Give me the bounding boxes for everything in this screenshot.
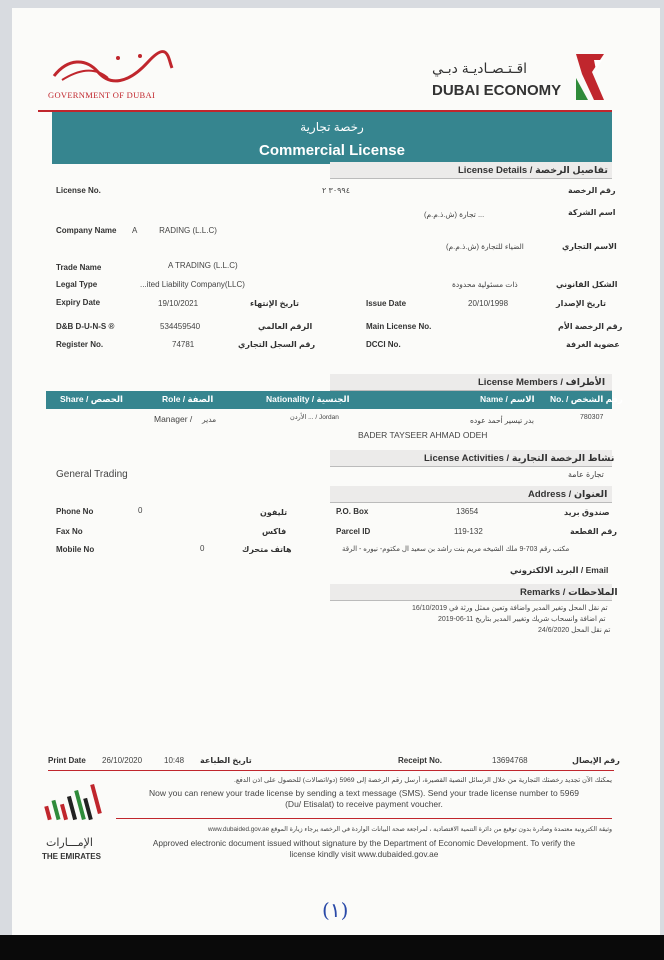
member-role: Manager / xyxy=(154,414,193,424)
col-nationality: Nationality / الجنسية xyxy=(266,394,350,404)
mobile-value: 0 xyxy=(200,544,205,553)
license-activities-title: License Activities / نشاط الرخصة التجارية xyxy=(424,453,615,464)
license-members-title: License Members / الأطراف xyxy=(478,377,606,388)
pobox-label-ar: صندوق بريد xyxy=(564,508,610,517)
print-date-value: 26/10/2020 xyxy=(102,756,143,765)
register-no-value: 74781 xyxy=(172,340,195,349)
print-date-label-ar: تاريخ الطباعة xyxy=(200,756,252,765)
trade-name-ar-value: الضياء للتجارة (ش.ذ.م.م) xyxy=(446,242,524,251)
title-english: Commercial License xyxy=(259,142,405,159)
de-arabic-text: اقـتـصـاديـة دبـي xyxy=(432,60,528,76)
register-no-label: Register No. xyxy=(56,340,104,349)
remark-line-3: تم نقل المحل 24/6/2020 xyxy=(538,627,611,634)
issue-date-value: 20/10/1998 xyxy=(468,299,509,308)
notes-divider-2 xyxy=(116,818,612,819)
main-license-label: Main License No. xyxy=(366,322,432,331)
approved-note-en-2: license kindly visit www.dubaided.gov.ae xyxy=(289,849,439,859)
expiry-date-label: Expiry Date xyxy=(56,298,101,307)
member-no: 780307 xyxy=(580,414,604,421)
company-name-ar-value: ... تجارة (ش.ذ.م.م) xyxy=(424,210,485,219)
notes-divider xyxy=(48,770,614,771)
duns-value: 534459540 xyxy=(160,322,201,331)
license-members-header xyxy=(330,374,612,391)
member-name-ar: بدر تيسير أحمد عوده xyxy=(470,416,534,425)
trade-name-label-ar: الاسم التجاري xyxy=(562,242,617,251)
renew-note-en-2: (Du/ Etisalat) to receive payment voucher. xyxy=(285,799,443,809)
expiry-date-value: 19/10/2021 xyxy=(158,299,199,308)
print-date-label: Print Date xyxy=(48,756,86,765)
approved-note-ar: وثيقة الكترونية معتمدة وصادرة بدون توقيع من دائرة التنمية الاقتصادية ، لمراجعة صحة البيانات الواردة في الرخصة يرجاء زيارة الموقع www.dubaided.gov.ae xyxy=(208,826,612,833)
remark-line-1: تم نقل المحل وتغير المدير واضافة وتعين ممثل ورثة في 16/10/2019 xyxy=(412,605,608,612)
main-license-label-ar: رقم الرخصة الأم xyxy=(558,322,623,331)
parcel-value: 119-132 xyxy=(454,527,483,536)
license-no-value: ٣٠٩٩٤ ٢ xyxy=(322,186,351,195)
emirates-ar: الإمـــارات xyxy=(46,837,93,849)
legal-type-label-ar: الشكل القانوني xyxy=(556,280,618,289)
bottom-bar xyxy=(0,935,664,960)
gov-dubai-emblem-icon xyxy=(48,48,178,88)
issue-date-label-ar: تاريخ الإصدار xyxy=(556,299,607,308)
license-details-title: License Details / تفاصيل الرخصة xyxy=(458,165,608,176)
mobile-label: Mobile No xyxy=(56,545,95,554)
license-details-header xyxy=(330,162,612,179)
phone-label: Phone No xyxy=(56,507,94,516)
dcci-label-ar: عضوية الغرفة xyxy=(566,340,620,349)
expiry-date-label-ar: تاريخ الإنتهاء xyxy=(250,299,299,308)
legal-type-ar-value: ذات مسئولية محدودة xyxy=(452,280,518,289)
dcci-no-label: DCCI No. xyxy=(366,340,401,349)
activity-ar: تجارة عامة xyxy=(568,470,604,479)
dubai-economy-emblem-icon xyxy=(572,52,608,102)
receipt-label: Receipt No. xyxy=(398,756,443,765)
legal-type-value: ...ited Liability Company(LLC) xyxy=(140,280,245,289)
col-role: Role / الصفة xyxy=(162,394,214,404)
register-no-label-ar: رقم السجل التجاري xyxy=(238,340,316,349)
col-name: Name / الاسم xyxy=(480,394,535,404)
print-time-value: 10:48 xyxy=(164,756,185,765)
title-arabic: رخصة تجارية xyxy=(300,120,364,134)
col-share: Share / الحصص xyxy=(60,394,123,404)
title-banner xyxy=(52,112,612,164)
company-name-value: A RADING (L.L.C) xyxy=(132,226,217,235)
duns-label-ar: الرقم العالمي xyxy=(258,322,313,331)
fax-label-ar: فاكس xyxy=(262,527,287,536)
license-no-label-ar: رقم الرخصة xyxy=(568,186,616,195)
issue-date-label: Issue Date xyxy=(366,299,407,308)
company-name-label-ar: اسم الشركة xyxy=(568,208,616,217)
address-title: Address / العنوان xyxy=(528,489,608,500)
duns-label: D&B D-U-N-S ® xyxy=(56,322,115,331)
phone-label-ar: تليفون xyxy=(260,508,288,517)
license-activities-header xyxy=(330,450,615,467)
col-no: No. / رقم الشخص xyxy=(550,394,623,404)
address-header xyxy=(330,486,612,503)
parcel-label-ar: رقم القطعة xyxy=(570,527,618,536)
email-label: Email / البريد الالكتروني xyxy=(510,565,609,575)
de-english-text: DUBAI ECONOMY xyxy=(432,82,562,99)
receipt-value: 13694768 xyxy=(492,756,528,765)
trade-name-label: Trade Name xyxy=(56,263,102,272)
company-name-label: Company Name xyxy=(56,226,117,235)
remarks-title: Remarks / الملاحظات xyxy=(520,587,618,598)
license-no-label: License No. xyxy=(56,186,101,195)
legal-type-label: Legal Type xyxy=(56,280,98,289)
pobox-value: 13654 xyxy=(456,507,479,516)
emirates-en: THE EMIRATES xyxy=(42,852,101,861)
pobox-label: P.O. Box xyxy=(336,507,369,516)
parcel-label: Parcel ID xyxy=(336,527,371,536)
fax-label: Fax No xyxy=(56,527,83,536)
member-name-en: BADER TAYSEER AHMAD ODEH xyxy=(358,430,488,440)
gov-english-text: GOVERNMENT OF DUBAI xyxy=(48,90,156,100)
member-role-ar: مدير xyxy=(202,415,217,424)
remark-line-2: تم اضافة وانسحاب شريك وتغيير المدير بتاريخ 11-06-2019 xyxy=(438,616,606,623)
remarks-header xyxy=(330,584,618,601)
renew-note-ar: يمكنك الآن تجديد رخصتك التجارية من خلال الرسائل النصية القصيرة، أرسل رقم الرخصة إلى 5969 (دو/اتصالات) للحصول على اذن الدفع. xyxy=(234,777,612,784)
renew-note-en-1: Now you can renew your trade license by sending a text message (SMS). Send your trade license number to 5969 xyxy=(149,788,579,798)
page-number-handwritten: (١) xyxy=(322,898,349,922)
phone-value: 0 xyxy=(138,506,143,515)
member-nationality: Jordan / ... الأردن xyxy=(290,414,339,421)
address-location-ar: مكتب رقم 703-9 ملك الشيخه مريم بنت راشد بن سعيد ال مكتوم- نيوره - الرقة xyxy=(342,546,570,553)
gov-arabic-text xyxy=(80,52,85,53)
the-emirates-logo-icon xyxy=(40,776,106,826)
members-table-header xyxy=(46,391,623,409)
trade-name-value: A TRADING (L.L.C) xyxy=(168,261,238,270)
approved-note-en-1: Approved electronic document issued without signature by the Department of Economic Development. To verify the xyxy=(152,838,576,848)
receipt-label-ar: رقم الإيصال xyxy=(572,756,620,765)
activity-en: General Trading xyxy=(56,469,128,480)
mobile-label-ar: هاتف متحرك xyxy=(242,545,292,554)
